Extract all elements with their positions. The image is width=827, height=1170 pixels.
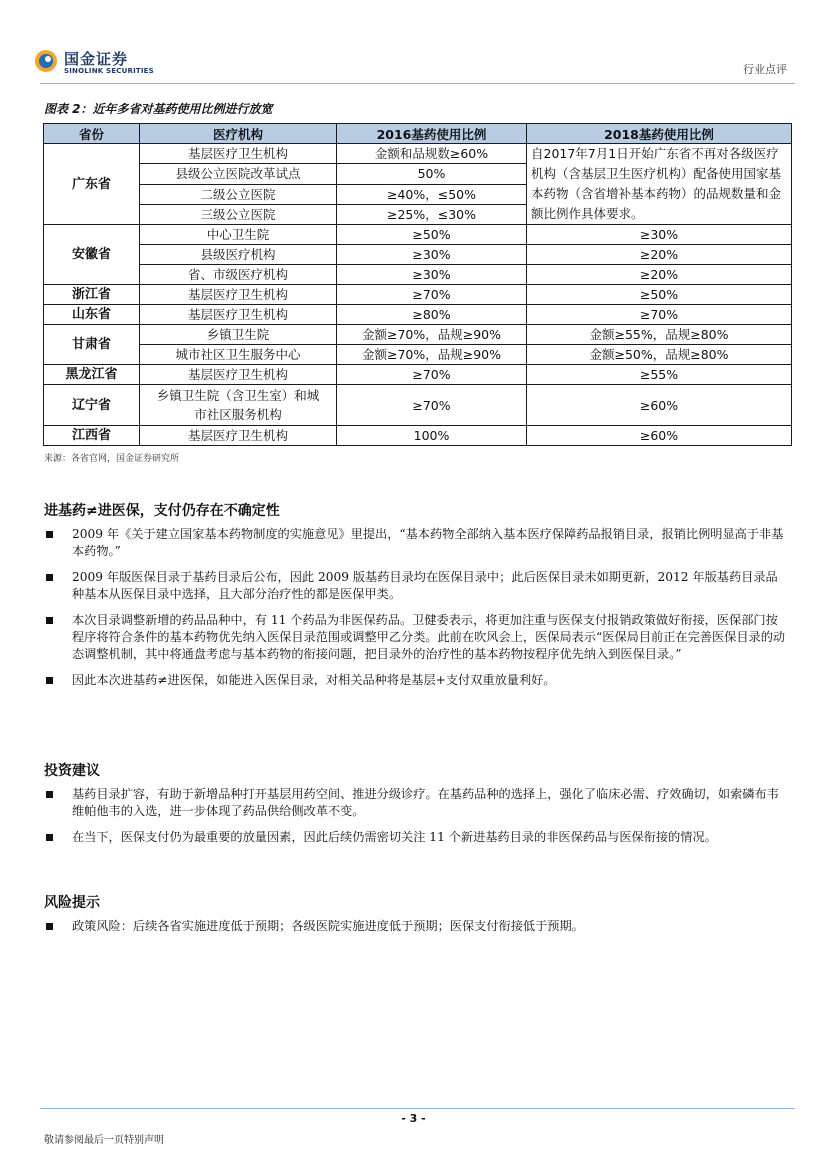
- bullet-item: [44, 786, 786, 820]
- bullet-text: 本次目录调整新增的药品品种中，有 11 个药品为非医保药品。卫健委表示，将更加注重与医保支付报销政策做好衔接，医保部门按程序将符合条件的基本药物优先纳入医保目录范围或调整甲乙分类。此前在吹风会上，医保局表示“医保局目前正在完善医保目录的动态调整机制，其中将通盘考虑与基本药物的衔接问题，把目录外的治疗性的基本药物按程序优先纳入到医保目录。”: [72, 613, 786, 661]
- institution-cell: 基层医疗卫生机构: [140, 426, 337, 446]
- bullet-square-icon: [46, 923, 53, 930]
- bullet-square-icon: [46, 574, 53, 581]
- footer-divider: [40, 1108, 795, 1109]
- bullet-item: [44, 918, 786, 935]
- section-title: 进基药≠进医保，支付仍存在不确定性: [44, 503, 280, 519]
- table-row: [44, 225, 792, 245]
- bullet-square-icon: [46, 677, 53, 684]
- table-row: [44, 285, 792, 305]
- bullet-text: 2009 年版医保目录于基药目录后公布，因此 2009 版基药目录均在医保目录中；此后医保目录未如期更新，2012 年版基药目录品种基本从医保目录中选择，且大部分治疗性的都是医保甲类。: [72, 570, 778, 601]
- table-row: [44, 245, 792, 265]
- ratio-2016-cell: ≥40%，≤50%: [337, 184, 527, 204]
- ratio-2016-cell: ≥30%: [337, 265, 527, 285]
- section-title: 风险提示: [44, 895, 100, 911]
- institution-cell: 三级公立医院: [140, 204, 337, 224]
- bullet-text: 2009 年《关于建立国家基本药物制度的实施意见》里提出，“基本药物全部纳入基本医疗保障药品报销目录，报销比例明显高于非基本药物。”: [72, 527, 784, 558]
- table-row: [44, 325, 792, 345]
- province-cell: 安徽省: [44, 225, 140, 285]
- institution-cell: 基层医疗卫生机构: [140, 365, 337, 385]
- header-divider: [40, 83, 795, 84]
- ratio-2018-cell: ≥30%: [527, 225, 792, 245]
- ratio-2016-cell: ≥70%: [337, 365, 527, 385]
- institution-cell: 县级医疗机构: [140, 245, 337, 265]
- province-cell: 黑龙江省: [44, 365, 140, 385]
- bullet-square-icon: [46, 531, 53, 538]
- institution-cell: 省、市级医疗机构: [140, 265, 337, 285]
- ratio-2016-cell: ≥25%，≤30%: [337, 204, 527, 224]
- ratio-2016-cell: ≥70%: [337, 285, 527, 305]
- ratio-2016-cell: 金额≥70%，品规≥90%: [337, 325, 527, 345]
- institution-cell: 城市社区卫生服务中心: [140, 345, 337, 365]
- ratio-2016-cell: 50%: [337, 164, 527, 184]
- page-header: [0, 0, 827, 90]
- ratio-2016-cell: ≥30%: [337, 245, 527, 265]
- ratio-2018-cell: ≥55%: [527, 365, 792, 385]
- column-header: 2016基药使用比例: [337, 124, 527, 144]
- ratio-2018-note-cell: 自2017年7月1日开始广东省不再对各级医疗机构（含基层卫生医疗机构）配备使用国家基本药物（含省增补基本药物）的品规数量和金额比例作具体要求。: [527, 144, 792, 225]
- province-cell: 广东省: [44, 144, 140, 225]
- disclaimer-note: 敬请参阅最后一页特别声明: [44, 1135, 164, 1146]
- ratio-2016-cell: 100%: [337, 426, 527, 446]
- institution-cell: [140, 385, 337, 426]
- table-row: [44, 265, 792, 285]
- ratio-2016-cell: 金额≥70%，品规≥90%: [337, 345, 527, 365]
- province-cell: 辽宁省: [44, 385, 140, 426]
- table-row: [44, 426, 792, 446]
- column-header: 2018基药使用比例: [527, 124, 792, 144]
- figure-title: 图表 2：近年多省对基药使用比例进行放宽: [44, 102, 273, 116]
- ratio-2018-cell: ≥60%: [527, 426, 792, 446]
- bullet-square-icon: [46, 834, 53, 841]
- ratio-2018-cell: ≥20%: [527, 265, 792, 285]
- table-row: [44, 345, 792, 365]
- institution-cell: 二级公立医院: [140, 184, 337, 204]
- essential-drug-ratio-table: [43, 123, 792, 446]
- institution-line: 市社区服务机构: [194, 407, 282, 422]
- bullet-item: [44, 569, 786, 603]
- table-row: [44, 144, 792, 164]
- province-cell: 甘肃省: [44, 325, 140, 365]
- institution-line: 乡镇卫生院（含卫生室）和城: [156, 388, 320, 403]
- ratio-2018-cell: 金额≥55%，品规≥80%: [527, 325, 792, 345]
- ratio-2016-cell: ≥80%: [337, 305, 527, 325]
- ratio-2018-cell: ≥50%: [527, 285, 792, 305]
- table-row: [44, 385, 792, 426]
- section-bullets: [44, 786, 786, 855]
- brand-name-cn: 国金证券: [64, 50, 129, 68]
- bullet-text: 政策风险：后续各省实施进度低于预期；各级医院实施进度低于预期；医保支付衔接低于预期。: [72, 919, 584, 933]
- province-cell: 浙江省: [44, 285, 140, 305]
- province-cell: 江西省: [44, 426, 140, 446]
- figure-source: 来源：各省官网，国金证券研究所: [44, 454, 180, 464]
- section-bullets: [44, 526, 786, 698]
- column-header: 省份: [44, 124, 140, 144]
- bullet-square-icon: [46, 617, 53, 624]
- bullet-text: 在当下，医保支付仍为最重要的放量因素，因此后续仍需密切关注 11 个新进基药目录的非医保药品与医保衔接的情况。: [72, 830, 717, 844]
- section-bullets: [44, 918, 786, 944]
- table-row: [44, 305, 792, 325]
- ratio-2016-cell: ≥50%: [337, 225, 527, 245]
- ratio-2018-cell: 金额≥50%，品规≥80%: [527, 345, 792, 365]
- section-title: 投资建议: [44, 763, 100, 779]
- institution-cell: 基层医疗卫生机构: [140, 144, 337, 164]
- institution-cell: 基层医疗卫生机构: [140, 285, 337, 305]
- ratio-2016-cell: 金额和品规数≥60%: [337, 144, 527, 164]
- ratio-2018-cell: ≥20%: [527, 245, 792, 265]
- ratio-2016-cell: ≥70%: [337, 385, 527, 426]
- bullet-text: 基药目录扩容，有助于新增品种打开基层用药空间、推进分级诊疗。在基药品种的选择上，强化了临床必需、疗效确切，如索磷布韦维帕他韦的入选，进一步体现了药品供给侧改革不变。: [72, 787, 779, 818]
- province-cell: 山东省: [44, 305, 140, 325]
- institution-cell: 乡镇卫生院: [140, 325, 337, 345]
- bullet-text: 因此本次进基药≠进医保，如能进入医保目录，对相关品种将是基层+支付双重放量利好。: [72, 673, 556, 687]
- bullet-item: [44, 526, 786, 560]
- bullet-square-icon: [46, 791, 53, 798]
- report-category: 行业点评: [743, 63, 787, 76]
- bullet-item: [44, 612, 786, 663]
- bullet-item: [44, 672, 786, 689]
- bullet-item: [44, 829, 786, 846]
- table-row: [44, 365, 792, 385]
- ratio-2018-cell: ≥70%: [527, 305, 792, 325]
- table-header-row: [44, 124, 792, 144]
- institution-cell: 县级公立医院改革试点: [140, 164, 337, 184]
- ratio-2018-cell: ≥60%: [527, 385, 792, 426]
- brand-name-en: SINOLINK SECURITIES: [64, 67, 154, 75]
- column-header: 医疗机构: [140, 124, 337, 144]
- institution-cell: 基层医疗卫生机构: [140, 305, 337, 325]
- institution-cell: 中心卫生院: [140, 225, 337, 245]
- page-number: - 3 -: [401, 1112, 426, 1125]
